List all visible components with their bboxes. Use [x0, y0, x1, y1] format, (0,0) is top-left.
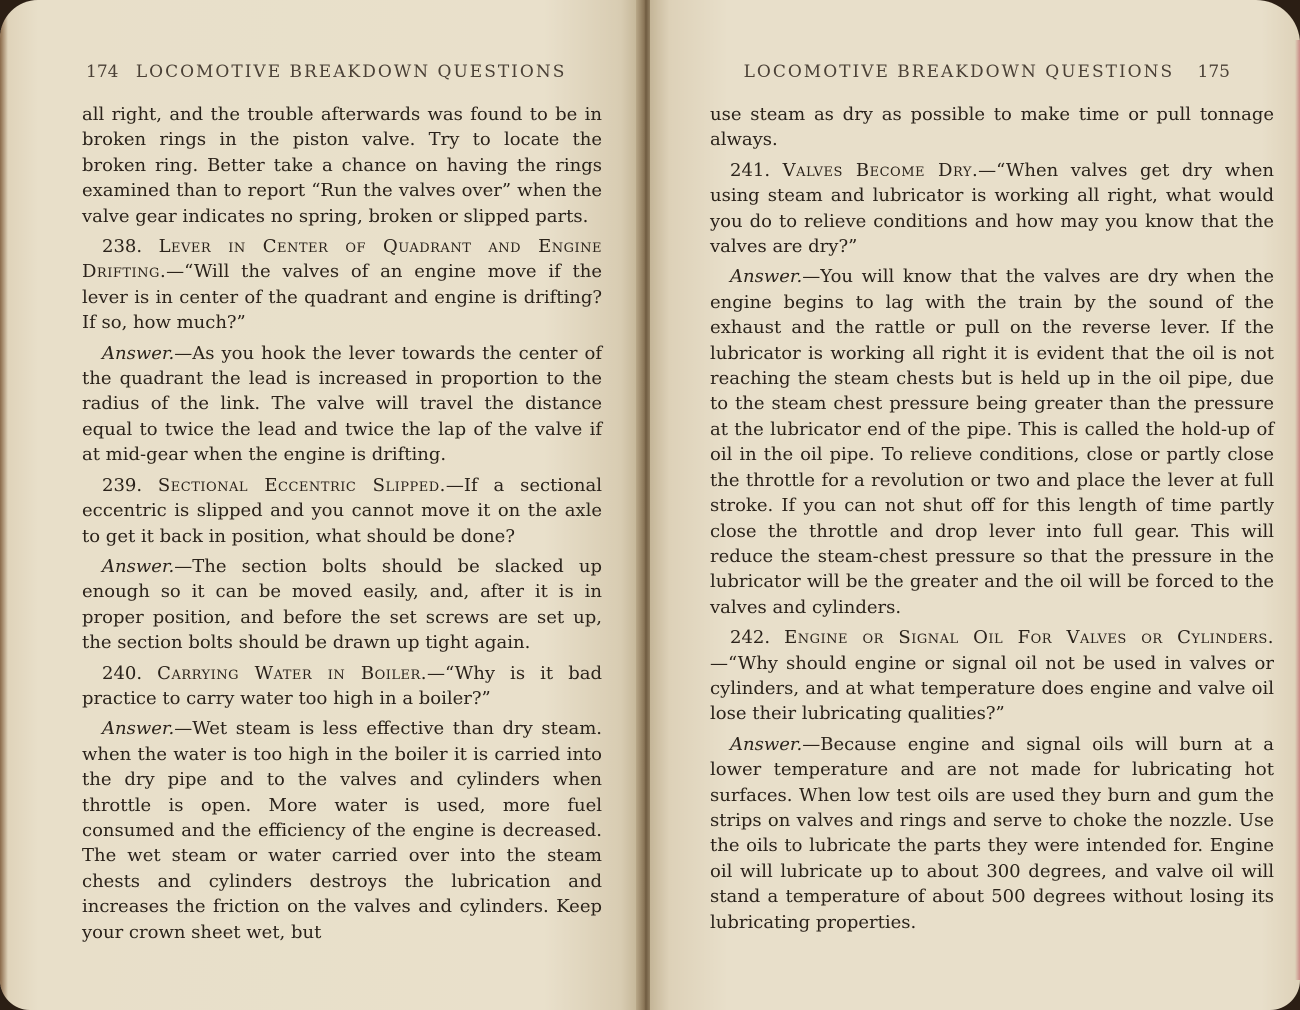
answer-239 [82, 554, 602, 656]
answer-242 [710, 732, 1274, 935]
left-page-text [82, 102, 602, 950]
continued-paragraph: all right, and the trouble afterwards was found to be in broken rings in the piston valve. Try to locate the broken ring. Better take a chance on having the rings examined than to report “Run the valves over” when the valve gear indicates no spring, broken or slipped parts. [82, 104, 602, 227]
left-page [0, 0, 640, 1010]
page-edge-tint [1295, 40, 1300, 980]
question-text: —“Why should engine or signal oil not be used in valves or cylinders, and at what temperature does engine and valve oil lose their lubricating qualities?” [710, 652, 1274, 725]
question-238 [82, 234, 602, 336]
question-title: Sectional Eccentric Slipped. [157, 474, 446, 496]
answer-238 [82, 341, 602, 468]
answer-text: —Wet steam is less effective than dry steam. when the water is too high in the boiler it is carried into the dry pipe and to the valves and cylinders when throttle is open. More water is used, more fuel consumed and the efficiency of the engine is decreased. The wet steam or water carried over into the steam chests and cylinders destroys the lubrication and increases the friction on the valves and cylinders. Keep your crown sheet wet, but [82, 718, 602, 943]
answer-label: Answer. [102, 555, 175, 577]
left-running-head [86, 62, 566, 82]
question-number: 240. [102, 662, 143, 684]
right-page-number: 175 [1197, 62, 1230, 82]
right-running-title: LOCOMOTIVE BREAKDOWN QUESTIONS [743, 62, 1175, 82]
right-page [650, 0, 1300, 1010]
continued-paragraph: use steam as dry as possible to make time or pull tonnage always. [710, 104, 1274, 151]
question-title: Carrying Water in Boiler. [157, 662, 428, 684]
right-running-head [744, 62, 1230, 82]
answer-text: —As you hook the lever towards the center of the quadrant the lead is increased in proportion to the radius of the link. The valve will travel the distance equal to twice the lead and twice the lap of the valve if at mid-gear when the engine is drifting. [82, 342, 602, 466]
question-title: Valves Become Dry. [782, 159, 979, 181]
question-text: —“Will the valves of an engine move if the lever is in center of the quadrant and engine is drifting? If so, how much?” [82, 261, 602, 334]
question-241 [710, 158, 1274, 260]
left-page-number: 174 [86, 62, 119, 82]
answer-label: Answer. [730, 266, 803, 288]
answer-label: Answer. [102, 718, 175, 740]
question-number: 241. [730, 159, 771, 181]
question-title: Engine or Signal Oil For Valves or Cylinders. [784, 627, 1274, 649]
question-number: 238. [102, 236, 143, 258]
answer-241 [710, 264, 1274, 620]
answer-text: —Because engine and signal oils will burn at a lower temperature and are not made for lubricating hot surfaces. When low test oils are used they burn and gum the strips on valves and rings and serve to choke the nozzle. Use the oils to lubricate the parts they were intended for. Engine oil will lubricate up to about 300 degrees, and valve oil will stand a temperature of about 500 degrees without losing its lubricating properties. [710, 733, 1274, 933]
question-title: Lever in Center of Quadrant and Engine Drifting. [82, 236, 602, 283]
answer-text: —The section bolts should be slacked up enough so it can be moved easily, and, after it is in proper position, and before the set screws are set up, the section bolts should be drawn up tight again. [82, 555, 602, 654]
answer-label: Answer. [102, 342, 175, 364]
left-running-title: LOCOMOTIVE BREAKDOWN QUESTIONS [135, 62, 567, 82]
question-239 [82, 473, 602, 549]
question-number: 242. [730, 627, 771, 649]
question-text: —“When valves get dry when using steam and lubricator is working all right, what would you do to relieve conditions and how may you know that the valves are dry?” [710, 159, 1274, 258]
answer-label: Answer. [730, 733, 803, 755]
question-text: —If a sectional eccentric is slipped and you cannot move it on the axle to get it back in position, what should be done? [82, 474, 602, 547]
question-240 [82, 661, 602, 712]
answer-240 [82, 716, 602, 945]
right-page-text [710, 102, 1274, 940]
answer-text: —You will know that the valves are dry when the engine begins to lag with the train by the sound of the exhaust and the rattle or pull on the reverse lever. If the lubricator is working all right it is evident that the oil is not reaching the steam chests but is held up in the oil pipe, due to the steam chest pressure being greater than the pressure at the lubricator end of the pipe. This is called the hold-up of oil in the oil pipe. To relieve conditions, close or partly close the throttle for a revolution or two and place the lever at full stroke. If you can not shut off for this length of time partly close the throttle and drop lever into full gear. This will reduce the steam-chest pressure so that the pressure in the lubricator will be the greater and the oil will be forced to the valves and cylinders. [710, 266, 1274, 618]
question-text: —“Why is it bad practice to carry water too high in a boiler?” [82, 662, 602, 709]
question-number: 239. [102, 474, 143, 496]
question-242 [710, 625, 1274, 727]
page-edge-shadow [0, 0, 8, 1010]
